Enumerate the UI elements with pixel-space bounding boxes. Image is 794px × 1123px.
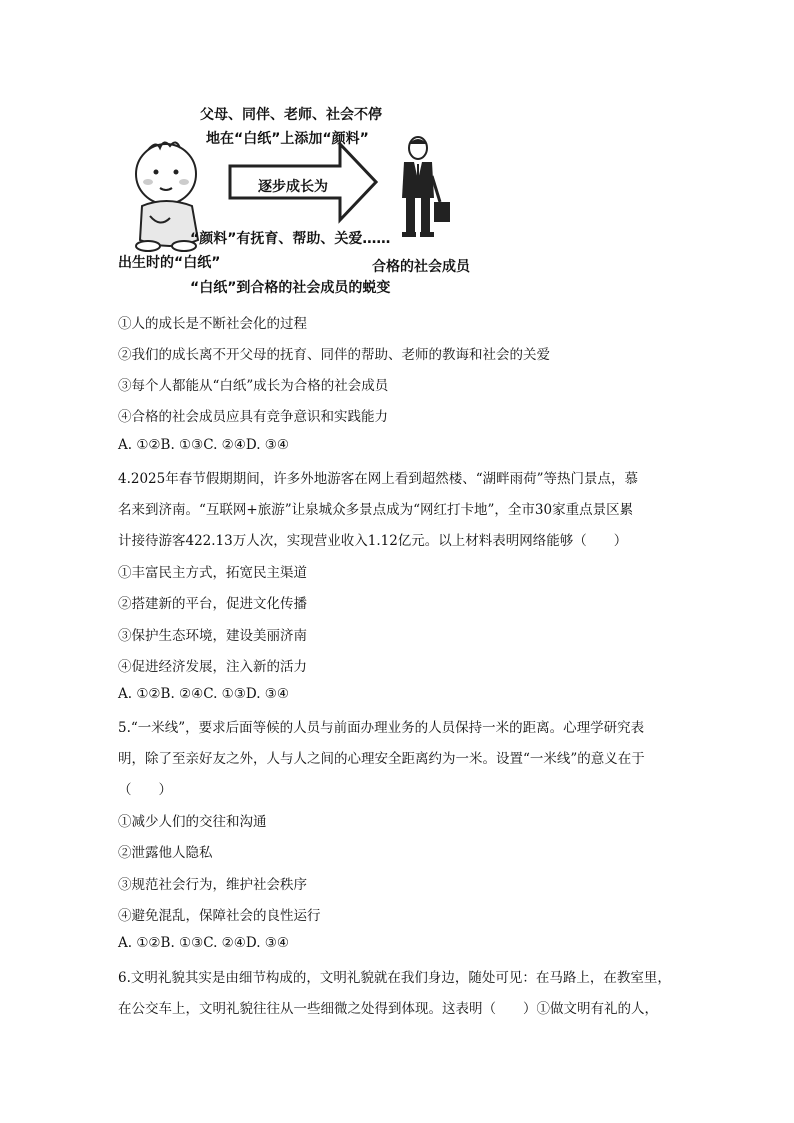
q4-option-4: ④促进经济发展，注入新的活力 xyxy=(118,659,307,675)
growth-illustration xyxy=(110,100,490,300)
q4-stem-line-2: 名来到济南。“互联网+旅游”让泉城众多景点成为“网红打卡地”，全市30家重点景区累 xyxy=(118,502,634,518)
q5-choices: A. ①②B. ①③C. ②④D. ③④ xyxy=(118,935,290,951)
q3-option-4: ④合格的社会成员应具有竞争意识和实践能力 xyxy=(118,409,388,425)
figure-top-text-2: 地在“白纸”上添加“颜料” xyxy=(206,131,369,147)
q3-option-1: ①人的成长是不断社会化的过程 xyxy=(118,316,307,332)
q4-option-2: ②搭建新的平台，促进文化传播 xyxy=(118,596,307,612)
q4-stem-line-1: 4.2025年春节假期期间，许多外地游客在网上看到超然楼、“湖畔雨荷”等热门景点，慕 xyxy=(118,471,639,487)
q5-option-2: ②泄露他人隐私 xyxy=(118,845,213,861)
left-label: 出生时的“白纸” xyxy=(118,255,221,271)
q5-stem-line-2: 明，除了至亲好友之外，人与人之间的心理安全距离约为一米。设置“一米线”的意义在于 xyxy=(118,751,645,767)
figure-caption: “白纸”到合格的社会成员的蜕变 xyxy=(190,280,391,296)
q4-choices: A. ①②B. ②④C. ①③D. ③④ xyxy=(118,686,290,702)
figure-top-text-1: 父母、同伴、老师、社会不停 xyxy=(200,107,382,123)
q5-stem-line-3: （ ） xyxy=(118,782,172,798)
figure-bottom-text: “颜料”有抚育、帮助、关爱…… xyxy=(190,231,391,247)
q4-option-1: ①丰富民主方式，拓宽民主渠道 xyxy=(118,565,307,581)
businessman-illustration xyxy=(394,136,454,240)
q3-choices: A. ①②B. ①③C. ②④D. ③④ xyxy=(118,437,290,453)
q6-stem-line-1: 6.文明礼貌其实是由细节构成的，文明礼貌就在我们身边，随处可见：在马路上，在教室里， xyxy=(118,970,671,986)
right-label: 合格的社会成员 xyxy=(372,259,470,275)
q3-option-2: ②我们的成长离不开父母的抚育、同伴的帮助、老师的教诲和社会的关爱 xyxy=(118,347,550,363)
arrow-text: 逐步成长为 xyxy=(258,179,328,195)
q5-option-3: ③规范社会行为，维护社会秩序 xyxy=(118,877,307,893)
q6-stem-line-2: 在公交车上，文明礼貌往往从一些细微之处得到体现。这表明（ ）①做文明有礼的人， xyxy=(118,1001,658,1017)
q4-option-3: ③保护生态环境，建设美丽济南 xyxy=(118,628,307,644)
q3-option-3: ③每个人都能从“白纸”成长为合格的社会成员 xyxy=(118,378,389,394)
q4-stem-line-3: 计接待游客422.13万人次，实现营业收入1.12亿元。以上材料表明网络能够（ ） xyxy=(118,533,628,549)
q5-option-4: ④避免混乱，保障社会的良性运行 xyxy=(118,908,321,924)
q5-stem-line-1: 5.“一米线”，要求后面等候的人员与前面办理业务的人员保持一米的距离。心理学研究表 xyxy=(118,720,645,736)
q5-option-1: ①减少人们的交往和沟通 xyxy=(118,814,267,830)
